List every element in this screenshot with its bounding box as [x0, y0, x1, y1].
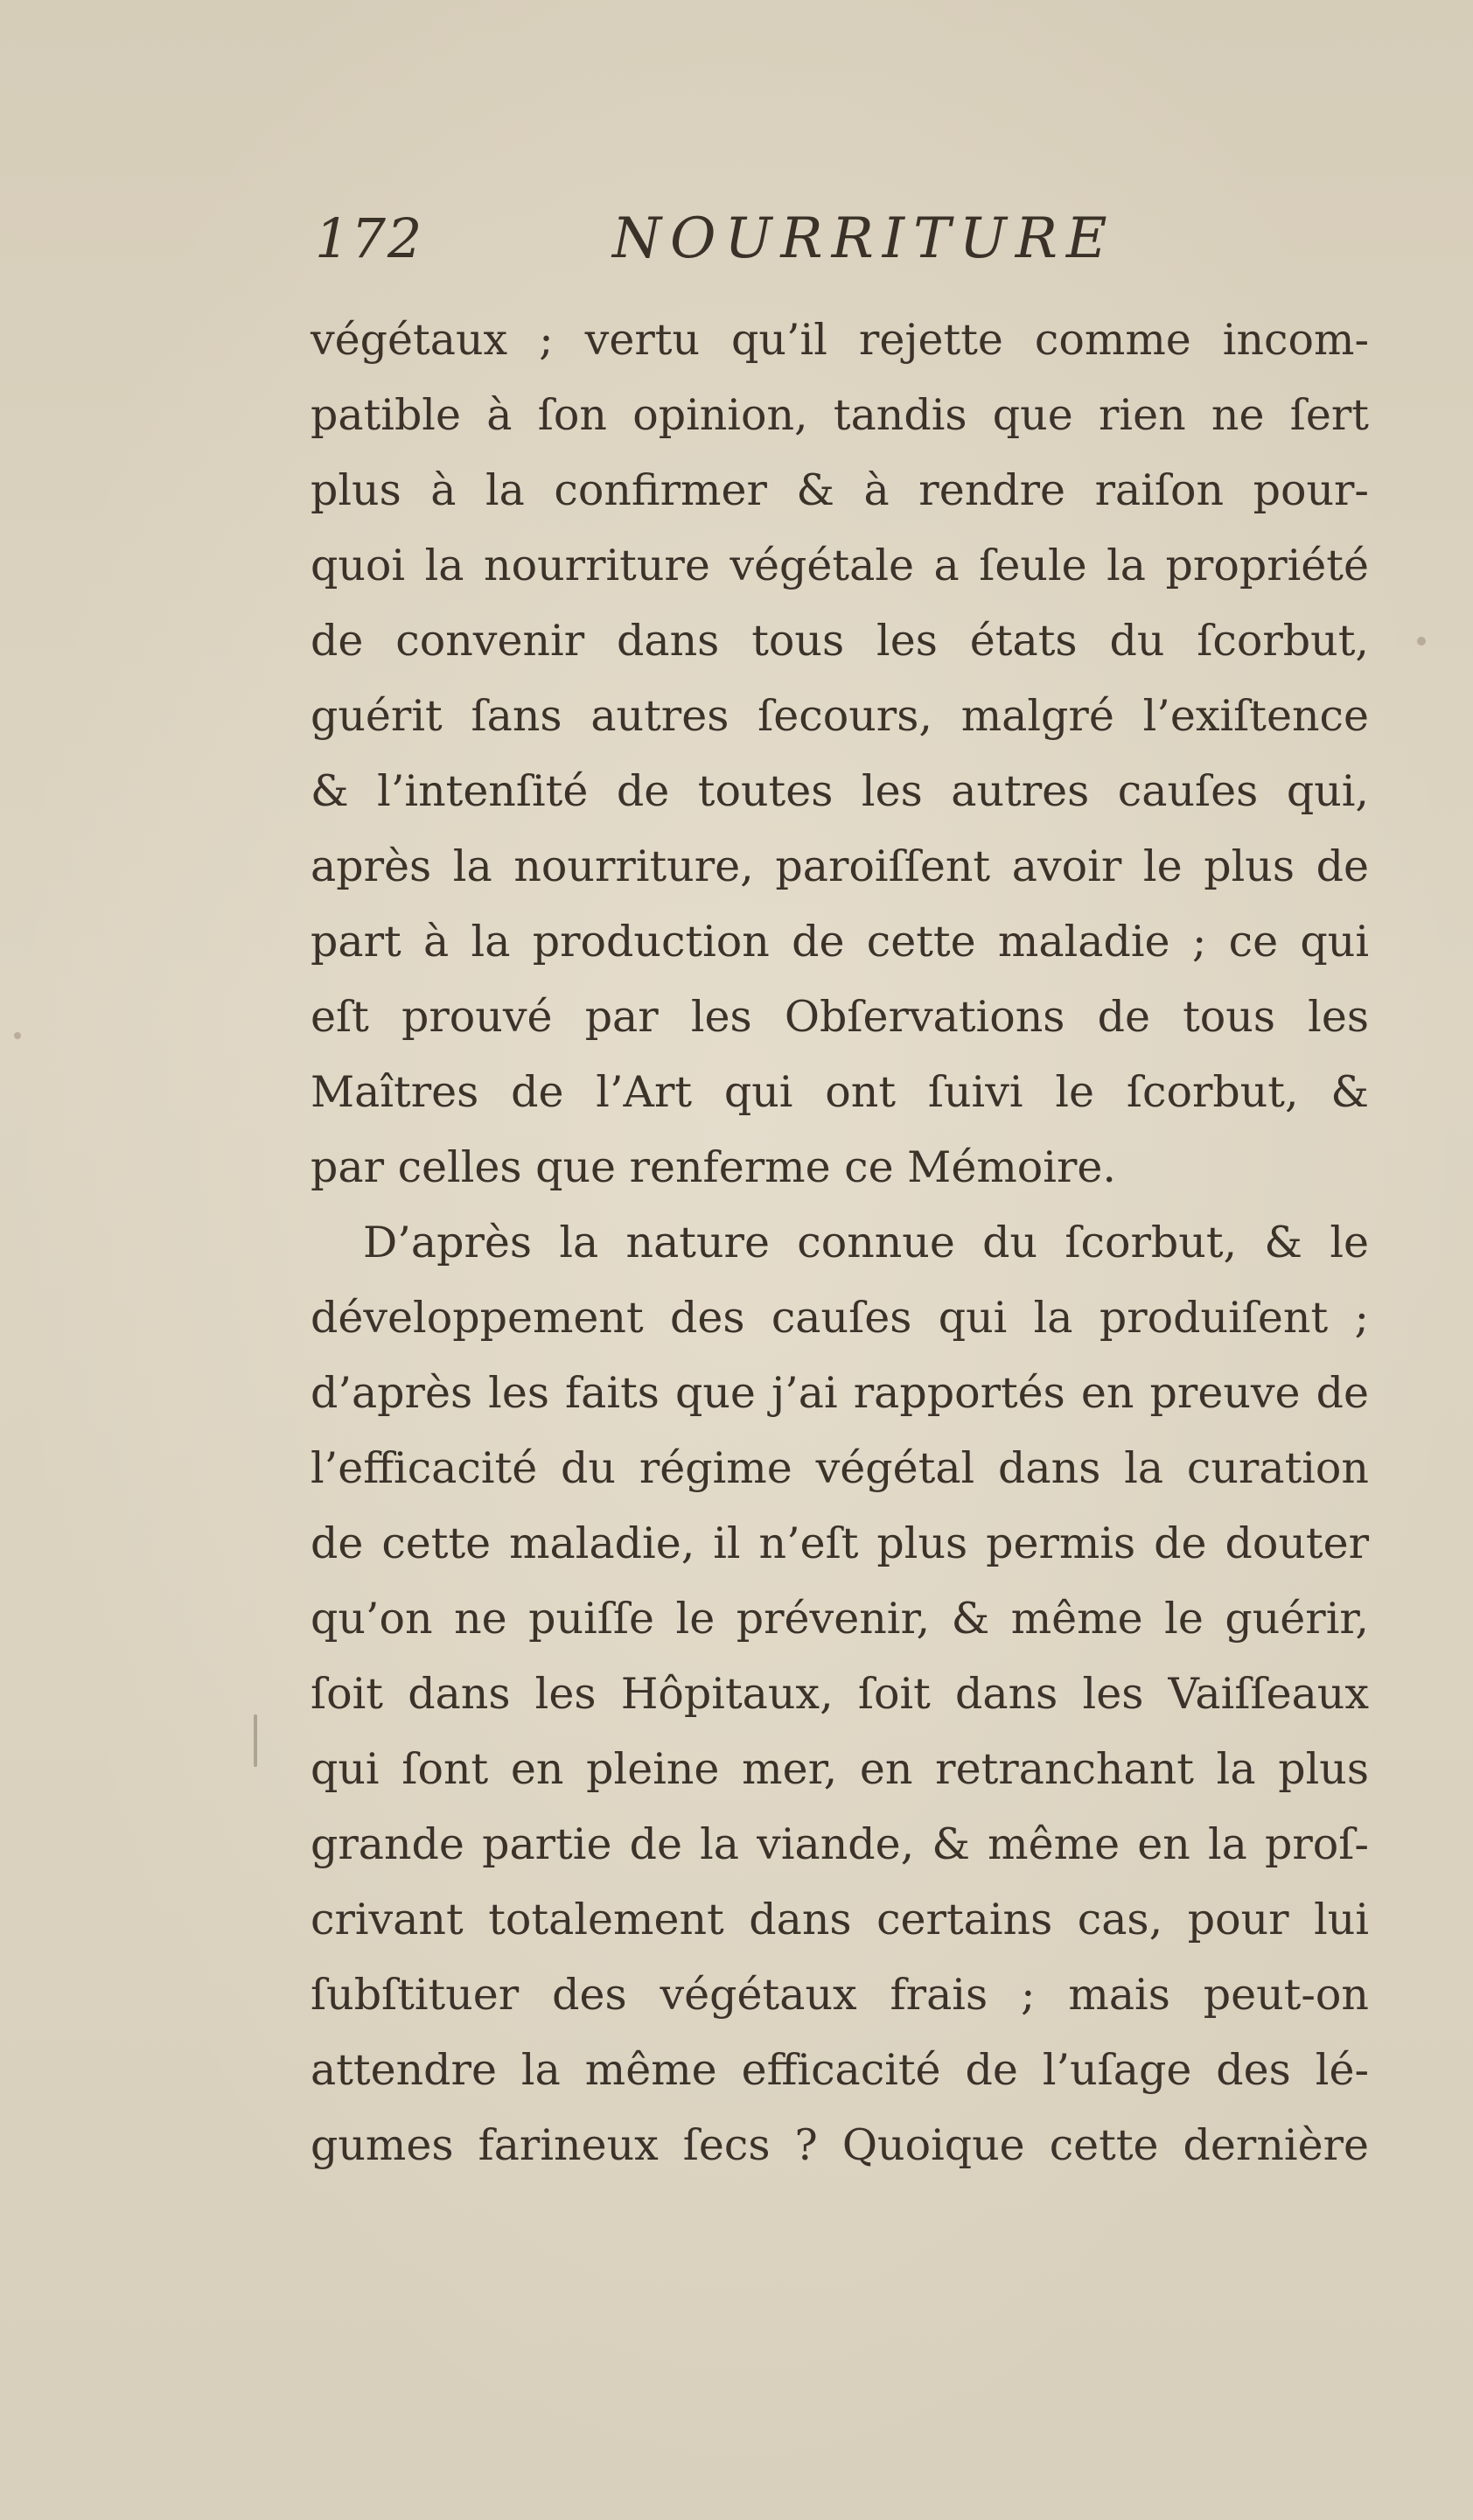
paragraph-end-line: par celles que renferme ce Mémoire.	[311, 1142, 1116, 1192]
paper-speck	[14, 1032, 21, 1039]
text-line: d’après les faits que j’ai rapportés en preuve de	[311, 1368, 1369, 1418]
text-line: de convenir dans tous les états du ſcorbut,	[311, 616, 1369, 666]
text-line: Maîtres de l’Art qui ont ſuivi le ſcorbut, &	[311, 1067, 1369, 1117]
page-header	[315, 206, 1190, 276]
paragraph-start-line: D’après la nature connue du ſcorbut, & le	[363, 1218, 1369, 1267]
paper-speck	[1417, 637, 1426, 646]
text-line: l’efficacité du régime végétal dans la curation	[311, 1443, 1369, 1493]
text-line: ſubſtituer des végétaux frais ; mais peut-on	[311, 1970, 1369, 2020]
text-line: développement des cauſes qui la produiſent ;	[311, 1293, 1369, 1343]
text-line: eſt prouvé par les Obſervations de tous les	[311, 992, 1369, 1042]
text-line: de cette maladie, il n’eſt plus permis de douter	[311, 1518, 1369, 1568]
text-line: végétaux ; vertu qu’il rejette comme incom-	[311, 315, 1369, 365]
text-line: patible à ſon opinion, tandis que rien ne ſert	[311, 390, 1369, 440]
text-line: part à la production de cette maladie ; ce qui	[311, 917, 1369, 967]
text-line: qu’on ne puiſſe le prévenir, & même le guérir,	[311, 1594, 1369, 1644]
text-line: plus à la confirmer & à rendre raiſon pour-	[311, 465, 1369, 515]
text-line: guérit ſans autres ſecours, malgré l’exiſtence	[311, 691, 1369, 741]
text-line: quoi la nourriture végétale a ſeule la propriété	[311, 541, 1369, 590]
text-line: attendre la même efficacité de l’uſage des lé-	[311, 2045, 1369, 2095]
text-line: crivant totalement dans certains cas, pour lui	[311, 1895, 1369, 1944]
page-number: 172	[315, 206, 424, 270]
text-line: & l’intenſité de toutes les autres cauſes qui,	[311, 766, 1369, 816]
body-text	[311, 303, 1369, 2183]
text-line: gumes farineux ſecs ? Quoique cette dernière	[311, 2120, 1369, 2170]
text-line: après la nourriture, paroiſſent avoir le plus de	[311, 841, 1369, 891]
paper-speck	[254, 1714, 257, 1767]
text-line: qui ſont en pleine mer, en retranchant la plus	[311, 1744, 1369, 1794]
running-title: NOURRITURE	[612, 206, 1116, 271]
text-line: ſoit dans les Hôpitaux, ſoit dans les Vaiſſeaux	[311, 1669, 1369, 1719]
text-line: grande partie de la viande, & même en la proſ-	[311, 1819, 1369, 1869]
